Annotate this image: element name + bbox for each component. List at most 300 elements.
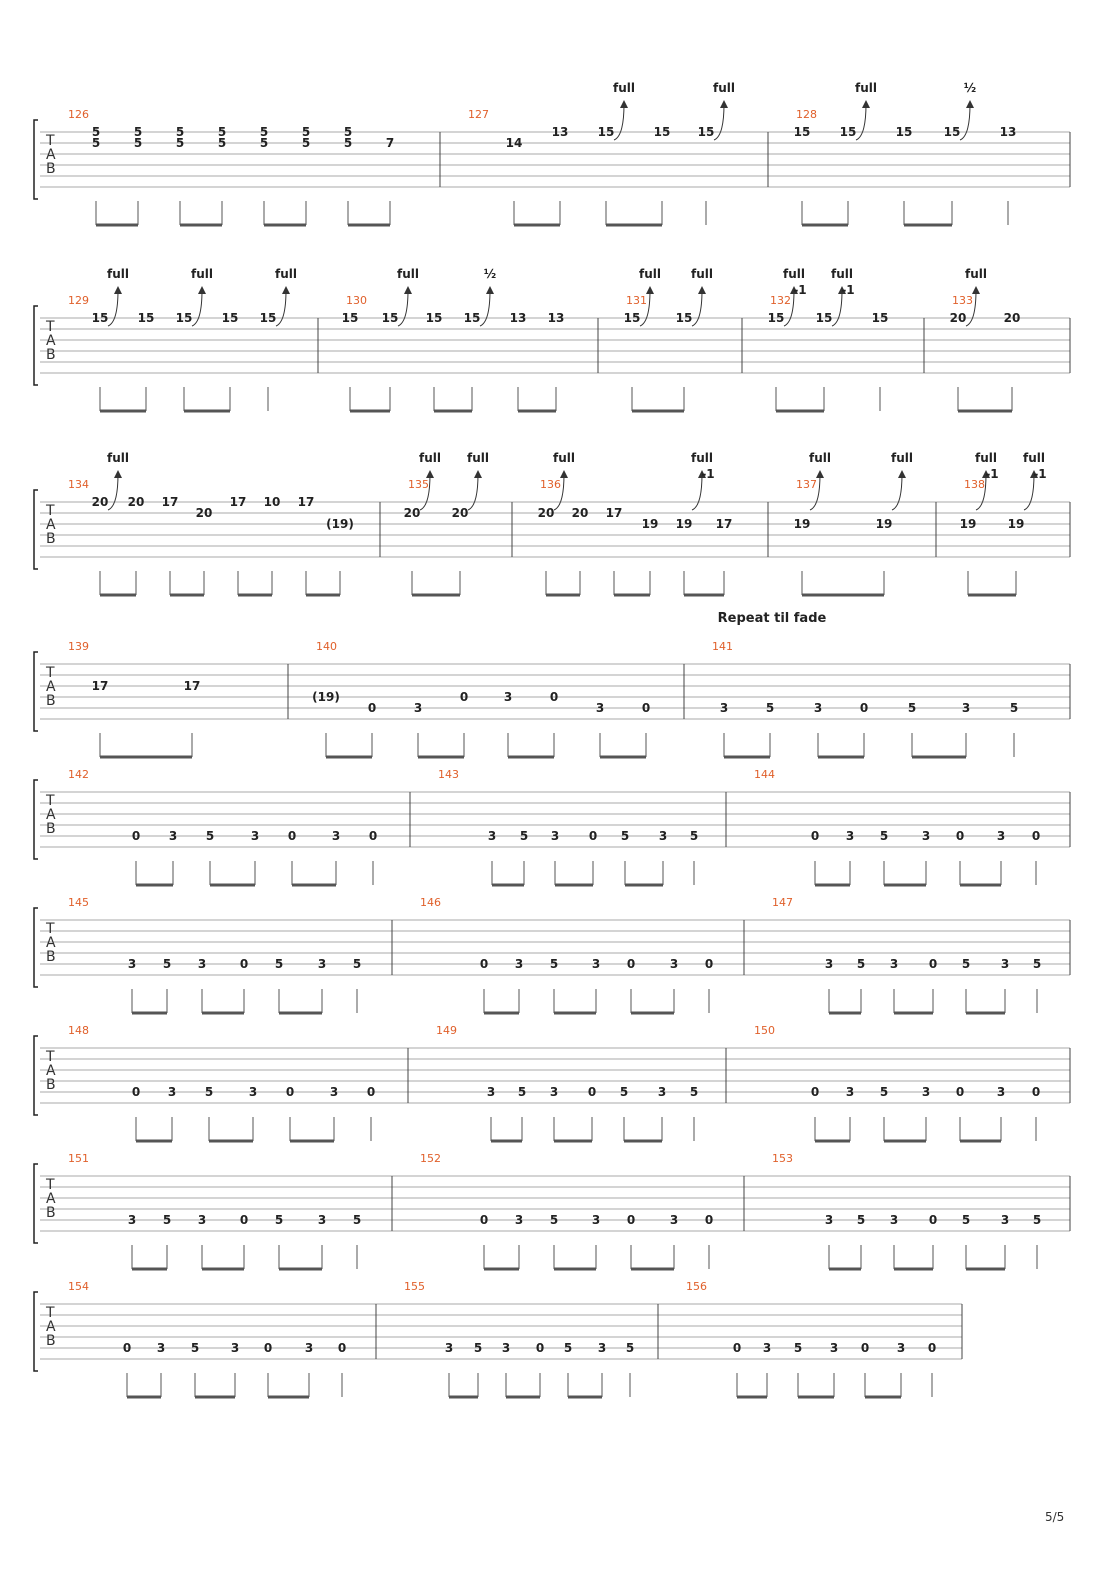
- measure-number: 155: [404, 1280, 425, 1293]
- system-bracket: [34, 652, 38, 731]
- fret-number: 5: [190, 1341, 200, 1355]
- fret-number: 3: [127, 957, 137, 971]
- bend-label: ½: [483, 267, 497, 281]
- fret-number: 0: [955, 1085, 965, 1099]
- release-label: -1: [985, 467, 999, 481]
- bend-curve: [892, 474, 902, 510]
- fret-number: 3: [197, 957, 207, 971]
- fret-number: 3: [719, 701, 729, 715]
- fret-number: 13: [551, 125, 569, 139]
- tab-clef-letter: B: [46, 821, 56, 837]
- fret-number: 3: [921, 829, 931, 843]
- tab-clef-letter: B: [46, 949, 56, 965]
- bend-label: full: [891, 451, 913, 465]
- bend-curve: [960, 104, 970, 140]
- fret-number: 0: [1031, 1085, 1041, 1099]
- bend-curve: [714, 104, 724, 140]
- fret-number: 0: [239, 957, 249, 971]
- fret-number: 5: [1032, 1213, 1042, 1227]
- fret-number: 0: [122, 1341, 132, 1355]
- fret-number: 15: [793, 125, 811, 139]
- fret-number: 0: [810, 829, 820, 843]
- fret-number: 3: [845, 1085, 855, 1099]
- fret-number: 0: [367, 701, 377, 715]
- fret-number: 3: [961, 701, 971, 715]
- measure-number: 138: [964, 478, 985, 491]
- fret-number: 3: [168, 829, 178, 843]
- fret-number: 5: [517, 1085, 527, 1099]
- fret-number: 5: [205, 829, 215, 843]
- bend-arrow-head: [816, 470, 824, 478]
- measure-number: 127: [468, 108, 489, 121]
- fret-number: 15: [623, 311, 641, 325]
- fret-number: 0: [131, 829, 141, 843]
- fret-number: 3: [824, 1213, 834, 1227]
- fret-number: 3: [167, 1085, 177, 1099]
- fret-number: 15: [597, 125, 615, 139]
- fret-number: 17: [715, 517, 733, 531]
- system-bracket: [34, 1036, 38, 1115]
- fret-number: 15: [653, 125, 671, 139]
- fret-number: 13: [509, 311, 527, 325]
- bend-arrow-head: [486, 286, 494, 294]
- fret-number: 0: [287, 829, 297, 843]
- fret-number: 15: [425, 311, 443, 325]
- fret-number: 3: [248, 1085, 258, 1099]
- tab-clef-letter: T: [46, 793, 55, 809]
- fret-number: 0: [366, 1085, 376, 1099]
- fret-number: 20: [127, 495, 145, 509]
- bend-arrow-head: [898, 470, 906, 478]
- fret-number: 3: [549, 1085, 559, 1099]
- fret-number: 3: [921, 1085, 931, 1099]
- page-number: 5/5: [1045, 1510, 1065, 1524]
- bend-curve: [108, 290, 118, 326]
- bend-arrow-head: [114, 286, 122, 294]
- tab-clef-letter: A: [46, 807, 56, 823]
- fret-number: 15: [815, 311, 833, 325]
- bend-label: full: [691, 267, 713, 281]
- fret-number: 15: [871, 311, 889, 325]
- fret-number: 5: [765, 701, 775, 715]
- fret-number: 5: [259, 125, 269, 139]
- bend-arrow-head: [198, 286, 206, 294]
- fret-number: 5: [473, 1341, 483, 1355]
- fret-number: 0: [860, 1341, 870, 1355]
- measure-number: 144: [754, 768, 775, 781]
- fret-number: 3: [304, 1341, 314, 1355]
- fret-number: 15: [463, 311, 481, 325]
- bend-label: full: [639, 267, 661, 281]
- fret-number: 20: [403, 506, 421, 520]
- fret-number: 20: [195, 506, 213, 520]
- fret-number: 15: [221, 311, 239, 325]
- fret-number: 20: [949, 311, 967, 325]
- fret-number: 3: [514, 957, 524, 971]
- fret-number: 5: [549, 957, 559, 971]
- bend-label: full: [831, 267, 853, 281]
- measure-number: 147: [772, 896, 793, 909]
- fret-number: 5: [620, 829, 630, 843]
- tab-clef-letter: T: [46, 1049, 55, 1065]
- tab-clef-letter: B: [46, 1077, 56, 1093]
- fret-number: 17: [91, 679, 109, 693]
- fret-number: 19: [1007, 517, 1025, 531]
- fret-number: 17: [161, 495, 179, 509]
- bend-label: ½: [963, 81, 977, 95]
- bend-curve: [480, 290, 490, 326]
- fret-number: 5: [856, 1213, 866, 1227]
- fret-number: 5: [217, 136, 227, 150]
- repeat-text: Repeat til fade: [717, 611, 827, 626]
- measure-number: 135: [408, 478, 429, 491]
- bend-label: full: [553, 451, 575, 465]
- fret-number: 3: [591, 1213, 601, 1227]
- release-label: -1: [701, 467, 715, 481]
- bend-arrow-head: [404, 286, 412, 294]
- fret-number: 15: [259, 311, 277, 325]
- release-label: -1: [1033, 467, 1047, 481]
- measure-number: 132: [770, 294, 791, 307]
- fret-number: 5: [133, 136, 143, 150]
- bend-curve: [856, 104, 866, 140]
- fret-number: 3: [444, 1341, 454, 1355]
- fret-number: 15: [341, 311, 359, 325]
- fret-number: 17: [183, 679, 201, 693]
- fret-number: 5: [519, 829, 529, 843]
- fret-number: 0: [626, 957, 636, 971]
- fret-number: 5: [689, 1085, 699, 1099]
- fret-number: 3: [824, 957, 834, 971]
- fret-number: 3: [1000, 1213, 1010, 1227]
- fret-number: 15: [175, 311, 193, 325]
- fret-number: 0: [732, 1341, 742, 1355]
- measure-number: 139: [68, 640, 89, 653]
- fret-number: 19: [675, 517, 693, 531]
- fret-number: 0: [459, 690, 469, 704]
- fret-number: 0: [704, 1213, 714, 1227]
- tab-clef-letter: B: [46, 693, 56, 709]
- fret-number: 5: [274, 957, 284, 971]
- bend-arrow-head: [114, 470, 122, 478]
- fret-number: 5: [619, 1085, 629, 1099]
- fret-number: 15: [943, 125, 961, 139]
- system-bracket: [34, 1292, 38, 1371]
- fret-number: 3: [658, 829, 668, 843]
- fret-number: 15: [137, 311, 155, 325]
- fret-number: 3: [896, 1341, 906, 1355]
- measure-number: 126: [68, 108, 89, 121]
- fret-number: 0: [928, 1213, 938, 1227]
- fret-number: 5: [91, 136, 101, 150]
- fret-number: 3: [597, 1341, 607, 1355]
- fret-number: 3: [250, 829, 260, 843]
- fret-number: 3: [829, 1341, 839, 1355]
- bend-label: full: [107, 451, 129, 465]
- fret-number: 3: [889, 957, 899, 971]
- fret-number: 5: [856, 957, 866, 971]
- fret-number: 5: [563, 1341, 573, 1355]
- fret-number: 17: [605, 506, 623, 520]
- fret-number: 3: [550, 829, 560, 843]
- measure-number: 137: [796, 478, 817, 491]
- bend-label: full: [783, 267, 805, 281]
- bend-curve: [468, 474, 478, 510]
- fret-number: 5: [343, 136, 353, 150]
- fret-number: 3: [197, 1213, 207, 1227]
- fret-number: 3: [591, 957, 601, 971]
- system-bracket: [34, 908, 38, 987]
- fret-number: 20: [451, 506, 469, 520]
- fret-number: 13: [999, 125, 1017, 139]
- fret-number: 3: [317, 1213, 327, 1227]
- fret-number: 3: [413, 701, 423, 715]
- bend-arrow-head: [698, 286, 706, 294]
- fret-number: 3: [996, 1085, 1006, 1099]
- bend-arrow-head: [862, 100, 870, 108]
- tab-clef-letter: A: [46, 1191, 56, 1207]
- bend-label: full: [107, 267, 129, 281]
- fret-number: 0: [549, 690, 559, 704]
- fret-number: 3: [669, 957, 679, 971]
- fret-number: 0: [131, 1085, 141, 1099]
- fret-number: 10: [263, 495, 281, 509]
- fret-number: 5: [793, 1341, 803, 1355]
- fret-number: 5: [961, 1213, 971, 1227]
- system-bracket: [34, 490, 38, 569]
- fret-number: 3: [317, 957, 327, 971]
- fret-number: 5: [301, 125, 311, 139]
- fret-number: 19: [641, 517, 659, 531]
- fret-number: 0: [263, 1341, 273, 1355]
- fret-number: 17: [297, 495, 315, 509]
- fret-number: 5: [352, 957, 362, 971]
- fret-number: 0: [479, 1213, 489, 1227]
- bend-label: full: [467, 451, 489, 465]
- fret-number: 3: [514, 1213, 524, 1227]
- fret-number: 5: [352, 1213, 362, 1227]
- fret-number: 3: [762, 1341, 772, 1355]
- fret-number: 0: [588, 829, 598, 843]
- measure-number: 140: [316, 640, 337, 653]
- fret-number: 19: [959, 517, 977, 531]
- release-label: -1: [841, 283, 855, 297]
- tab-clef-letter: A: [46, 1319, 56, 1335]
- fret-number: 5: [175, 125, 185, 139]
- bend-curve: [108, 474, 118, 510]
- tab-clef-letter: T: [46, 503, 55, 519]
- fret-number: 3: [657, 1085, 667, 1099]
- fret-number: 0: [927, 1341, 937, 1355]
- fret-number: 15: [839, 125, 857, 139]
- tab-clef-letter: B: [46, 531, 56, 547]
- fret-number: 5: [343, 125, 353, 139]
- fret-number: 3: [329, 1085, 339, 1099]
- system-bracket: [34, 120, 38, 199]
- fret-number: 15: [381, 311, 399, 325]
- tab-clef-letter: B: [46, 1205, 56, 1221]
- tab-clef-letter: T: [46, 921, 55, 937]
- tab-clef-letter: A: [46, 517, 56, 533]
- fret-number: (19): [326, 517, 354, 531]
- fret-number: 20: [91, 495, 109, 509]
- fret-number: 3: [845, 829, 855, 843]
- fret-number: 5: [689, 829, 699, 843]
- bend-label: full: [855, 81, 877, 95]
- fret-number: 19: [875, 517, 893, 531]
- tab-clef-letter: T: [46, 133, 55, 149]
- fret-number: 3: [669, 1213, 679, 1227]
- measure-number: 145: [68, 896, 89, 909]
- bend-arrow-head: [560, 470, 568, 478]
- bend-arrow-head: [282, 286, 290, 294]
- fret-number: 0: [337, 1341, 347, 1355]
- fret-number: 5: [91, 125, 101, 139]
- fret-number: 5: [301, 136, 311, 150]
- system-bracket: [34, 306, 38, 385]
- tab-clef-letter: T: [46, 319, 55, 335]
- bend-curve: [192, 290, 202, 326]
- fret-number: 0: [810, 1085, 820, 1099]
- release-label: -1: [793, 283, 807, 297]
- fret-number: 15: [767, 311, 785, 325]
- fret-number: 15: [91, 311, 109, 325]
- tab-clef-letter: A: [46, 679, 56, 695]
- fret-number: 3: [501, 1341, 511, 1355]
- measure-number: 134: [68, 478, 89, 491]
- bend-label: full: [419, 451, 441, 465]
- bend-label: full: [397, 267, 419, 281]
- fret-number: 5: [217, 125, 227, 139]
- fret-number: 3: [996, 829, 1006, 843]
- fret-number: 3: [889, 1213, 899, 1227]
- fret-number: 20: [537, 506, 555, 520]
- fret-number: 0: [641, 701, 651, 715]
- bend-label: full: [275, 267, 297, 281]
- fret-number: 20: [571, 506, 589, 520]
- bend-arrow-head: [646, 286, 654, 294]
- fret-number: 3: [813, 701, 823, 715]
- measure-number: 156: [686, 1280, 707, 1293]
- fret-number: 0: [626, 1213, 636, 1227]
- fret-number: 5: [879, 1085, 889, 1099]
- fret-number: 5: [1032, 957, 1042, 971]
- system-bracket: [34, 780, 38, 859]
- bend-curve: [398, 290, 408, 326]
- measure-number: 150: [754, 1024, 775, 1037]
- bend-curve: [276, 290, 286, 326]
- bend-label: full: [965, 267, 987, 281]
- measure-number: 148: [68, 1024, 89, 1037]
- fret-number: 3: [1000, 957, 1010, 971]
- fret-number: 3: [503, 690, 513, 704]
- bend-curve: [614, 104, 624, 140]
- fret-number: 5: [907, 701, 917, 715]
- bend-arrow-head: [426, 470, 434, 478]
- fret-number: 15: [697, 125, 715, 139]
- measure-number: 154: [68, 1280, 89, 1293]
- fret-number: 5: [162, 1213, 172, 1227]
- measure-number: 136: [540, 478, 561, 491]
- measure-number: 149: [436, 1024, 457, 1037]
- bend-label: full: [713, 81, 735, 95]
- fret-number: 3: [331, 829, 341, 843]
- tab-clef-letter: T: [46, 665, 55, 681]
- fret-number: 7: [385, 136, 395, 150]
- fret-number: 19: [793, 517, 811, 531]
- fret-number: 3: [156, 1341, 166, 1355]
- tab-clef-letter: A: [46, 333, 56, 349]
- fret-number: 15: [675, 311, 693, 325]
- measure-number: 152: [420, 1152, 441, 1165]
- fret-number: 20: [1003, 311, 1021, 325]
- fret-number: 0: [859, 701, 869, 715]
- measure-number: 151: [68, 1152, 89, 1165]
- measure-number: 133: [952, 294, 973, 307]
- fret-number: 0: [1031, 829, 1041, 843]
- tab-clef-letter: A: [46, 1063, 56, 1079]
- fret-number: 17: [229, 495, 247, 509]
- measure-number: 129: [68, 294, 89, 307]
- tab-clef-letter: B: [46, 161, 56, 177]
- fret-number: 15: [895, 125, 913, 139]
- bend-arrow-head: [720, 100, 728, 108]
- fret-number: 5: [625, 1341, 635, 1355]
- bend-label: full: [691, 451, 713, 465]
- bend-arrow-head: [972, 286, 980, 294]
- fret-number: 5: [175, 136, 185, 150]
- fret-number: 3: [230, 1341, 240, 1355]
- fret-number: 5: [549, 1213, 559, 1227]
- bend-arrow-head: [620, 100, 628, 108]
- tab-clef-letter: T: [46, 1305, 55, 1321]
- bend-label: full: [809, 451, 831, 465]
- fret-number: 5: [961, 957, 971, 971]
- fret-number: 3: [487, 829, 497, 843]
- fret-number: 0: [479, 957, 489, 971]
- measure-number: 143: [438, 768, 459, 781]
- fret-number: 5: [204, 1085, 214, 1099]
- fret-number: 3: [127, 1213, 137, 1227]
- fret-number: 0: [955, 829, 965, 843]
- measure-number: 141: [712, 640, 733, 653]
- bend-arrow-head: [966, 100, 974, 108]
- fret-number: 0: [239, 1213, 249, 1227]
- fret-number: 0: [587, 1085, 597, 1099]
- bend-label: full: [191, 267, 213, 281]
- fret-number: 14: [505, 136, 523, 150]
- measure-number: 131: [626, 294, 647, 307]
- measure-number: 142: [68, 768, 89, 781]
- fret-number: 13: [547, 311, 565, 325]
- fret-number: 0: [285, 1085, 295, 1099]
- tab-clef-letter: A: [46, 147, 56, 163]
- fret-number: 3: [486, 1085, 496, 1099]
- tab-clef-letter: B: [46, 1333, 56, 1349]
- tab-clef-letter: T: [46, 1177, 55, 1193]
- fret-number: (19): [312, 690, 340, 704]
- bend-label: full: [1023, 451, 1045, 465]
- fret-number: 0: [368, 829, 378, 843]
- bend-curve: [692, 290, 702, 326]
- system-bracket: [34, 1164, 38, 1243]
- tab-clef-letter: B: [46, 347, 56, 363]
- measure-number: 130: [346, 294, 367, 307]
- fret-number: 5: [162, 957, 172, 971]
- measure-number: 146: [420, 896, 441, 909]
- tab-clef-letter: A: [46, 935, 56, 951]
- measure-number: 153: [772, 1152, 793, 1165]
